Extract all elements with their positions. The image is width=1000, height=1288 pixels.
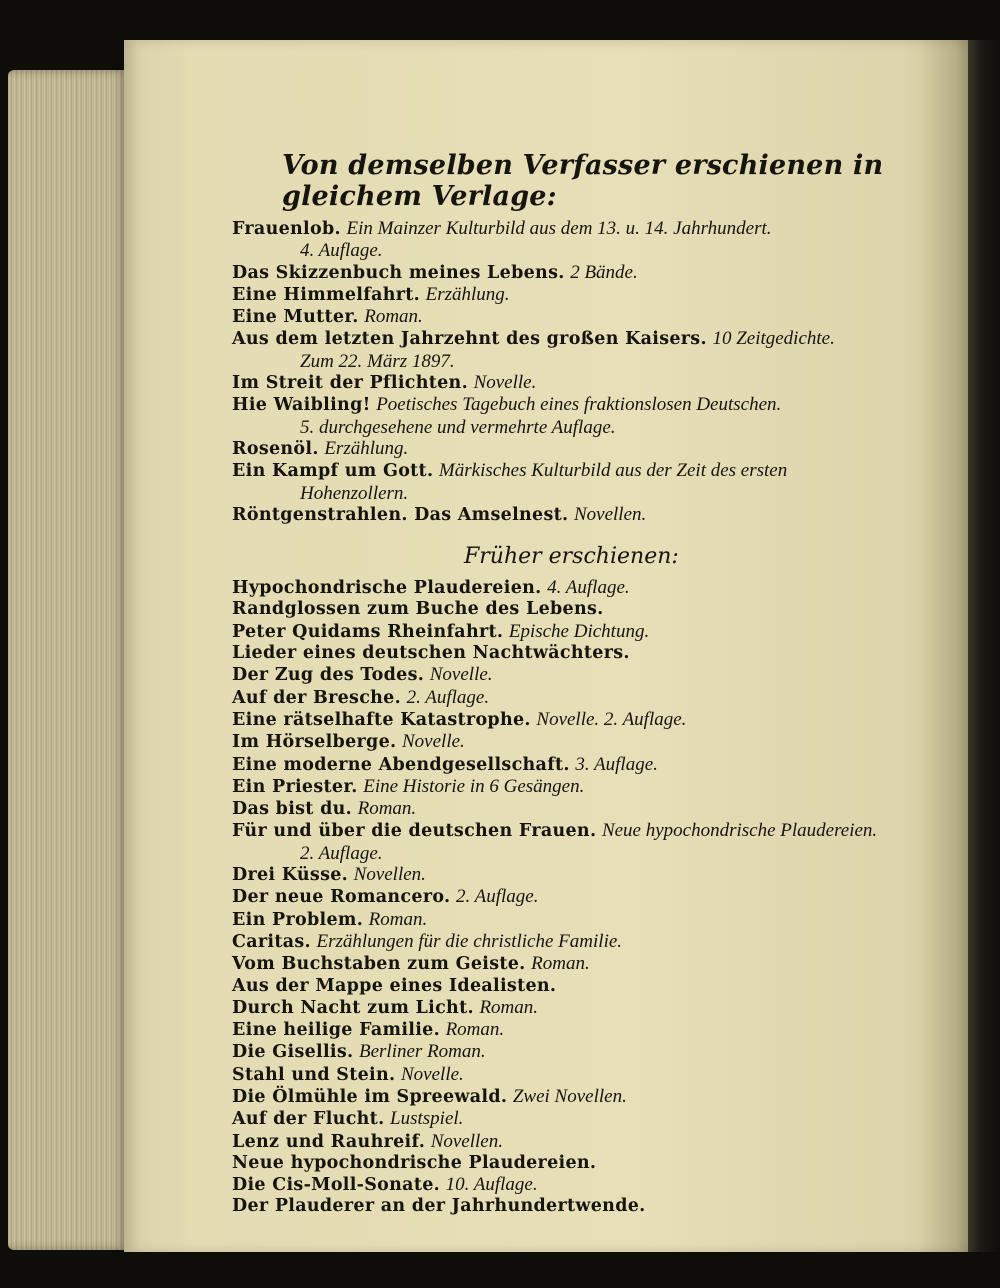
book-title: Auf der Flucht. [232,1109,385,1130]
book-description: Zwei Novellen. [512,1085,627,1107]
book-description: Roman. [479,996,539,1018]
book-description: Neue hypochondrische Plaudereien. [601,820,878,842]
book-description: 2. Auflage. [406,686,490,708]
book-title: Im Hörselberge. [232,732,397,753]
book-entry [232,460,892,504]
book-entry [232,754,892,776]
book-title: Der neue Romancero. [232,887,451,908]
book-title: Lieder eines deutschen Nachtwächters. [232,643,630,664]
book-entry [232,577,892,599]
book-entry [232,372,892,394]
book-description-continued: 4. Auflage. [300,240,383,262]
book-entry [232,864,892,886]
book-title: Das Skizzenbuch meines Lebens. [232,262,565,283]
book-description: Erzählung. [425,283,510,305]
book-title: Die Ölmühle im Spreewald. [232,1086,508,1107]
book-title: Eine Mutter. [232,307,359,328]
book-entry [232,886,892,908]
book-entry [232,328,892,372]
book-page-edges [8,70,128,1250]
book-entry [232,1019,892,1041]
book-entry [232,1064,892,1086]
book-title: Auf der Bresche. [232,687,402,708]
book-title: Rosenöl. [232,438,319,459]
book-title: Randglossen zum Buche des Lebens. [232,599,604,620]
book-description: 2. Auflage. [455,886,539,908]
book-description: Novelle. [401,1063,464,1085]
book-description: Novelle. [402,731,465,753]
book-description-continued: 2. Auflage. [300,842,383,864]
book-description: 10 Zeitgedichte. [712,328,835,350]
earlier-works-list [232,577,892,1218]
book-description: Poetisches Tagebuch eines fraktionslosen Deutschen. [376,394,782,416]
book-description: Novellen. [573,503,647,525]
book-title: Für und über die deutschen Frauen. [232,821,597,842]
book-title: Ein Kampf um Gott. [232,461,434,482]
book-title: Der Zug des Todes. [232,665,425,686]
book-title: Aus dem letzten Jahrzehnt des großen Kaisers. [232,329,707,350]
book-entry [232,643,892,664]
book-description: Märkisches Kulturbild aus der Zeit des ersten [438,460,788,482]
book-title: Peter Quidams Rheinfahrt. [232,621,504,642]
book-description: Lustspiel. [390,1108,464,1130]
book-entry [232,1174,892,1196]
book-title: Hypochondrische Plaudereien. [232,578,542,599]
book-title: Vom Buchstaben zum Geiste. [232,954,526,975]
book-description: Roman. [364,306,423,328]
book-title: Die Cis-Moll-Sonate. [232,1175,441,1196]
book-description: Roman. [357,798,417,820]
book-description: Novelle. [473,372,537,394]
book-description: 2 Bände. [570,261,638,283]
book-description-continued: Hohenzollern. [300,482,409,504]
page-content [232,150,892,1218]
book-title: Im Streit der Pflichten. [232,373,468,394]
section-heading-earlier: Früher erschienen: [464,544,679,570]
page-heading: Von demselben Verfasser erschienen in gleichem Verlage: [282,150,884,212]
book-entry [232,798,892,820]
book-title: Eine rätselhafte Katastrophe. [232,709,531,730]
book-entry [232,504,892,526]
book-entry [232,1086,892,1108]
book-description: Ein Mainzer Kulturbild aus dem 13. u. 14. Jahrhundert. [346,218,772,239]
book-entry [232,621,892,643]
book-title: Stahl und Stein. [232,1064,396,1085]
book-description: Epische Dichtung. [508,620,650,642]
book-description: Roman. [368,908,428,930]
book-entry [232,820,892,864]
book-title: Ein Problem. [232,909,364,930]
book-description: Berliner Roman. [359,1041,486,1063]
book-title: Frauenlob. [232,219,341,239]
book-entry [232,687,892,709]
book-entry [232,599,892,620]
book-spine-edge [968,40,1000,1252]
book-title: Lenz und Rauhreif. [232,1131,426,1152]
book-entry [232,1153,892,1174]
book-description-continued: 5. durchgesehene und vermehrte Auflage. [300,416,616,438]
book-entry [232,218,892,262]
book-entry [232,664,892,686]
book-entry [232,976,892,997]
page-gutter-shadow [920,40,970,1252]
recent-works-list [232,218,892,526]
book-description: Erzählung. [324,437,409,459]
book-description: Roman. [445,1019,505,1041]
book-entry [232,731,892,753]
book-title: Hie Waibling! [232,395,371,416]
book-entry [232,284,892,306]
book-entry [232,1108,892,1130]
book-title: Ein Priester. [232,776,358,797]
book-title: Caritas. [232,931,311,952]
book-description: Eine Historie in 6 Gesängen. [363,775,585,797]
book-title: Die Gisellis. [232,1042,354,1063]
book-entry [232,438,892,460]
book-entry [232,394,892,438]
book-description: 10. Auflage. [445,1174,538,1196]
book-entry [232,1196,892,1217]
book-title: Das bist du. [232,799,353,820]
book-title: Drei Küsse. [232,865,349,886]
book-entry [232,909,892,931]
book-description: Novellen. [430,1130,503,1152]
book-description-continued: Zum 22. März 1897. [300,350,455,372]
book-title: Durch Nacht zum Licht. [232,997,474,1018]
book-description: Roman. [531,953,590,975]
book-entry [232,262,892,284]
book-title: Röntgenstrahlen. Das Amselnest. [232,504,569,525]
book-title: Eine moderne Abendgesellschaft. [232,754,570,775]
book-description: Novelle. 2. Auflage. [536,708,687,730]
book-entry [232,931,892,953]
book-title: Eine Himmelfahrt. [232,284,421,305]
book-entry [232,1131,892,1153]
book-title: Der Plauderer an der Jahrhundertwende. [232,1196,646,1217]
book-entry [232,709,892,731]
book-title: Aus der Mappe eines Idealisten. [232,975,557,996]
book-title: Neue hypochondrische Plaudereien. [232,1152,597,1173]
book-title: Eine heilige Familie. [232,1020,440,1041]
book-description: Novellen. [353,864,426,886]
book-description: Novelle. [429,664,493,686]
book-description: 3. Auflage. [575,753,658,775]
book-entry [232,997,892,1019]
book-entry [232,306,892,328]
book-entry [232,1041,892,1063]
book-entry [232,953,892,975]
book-entry [232,776,892,798]
book-description: Erzählungen für die christliche Familie. [316,930,623,952]
book-description: 4. Auflage. [547,577,630,599]
